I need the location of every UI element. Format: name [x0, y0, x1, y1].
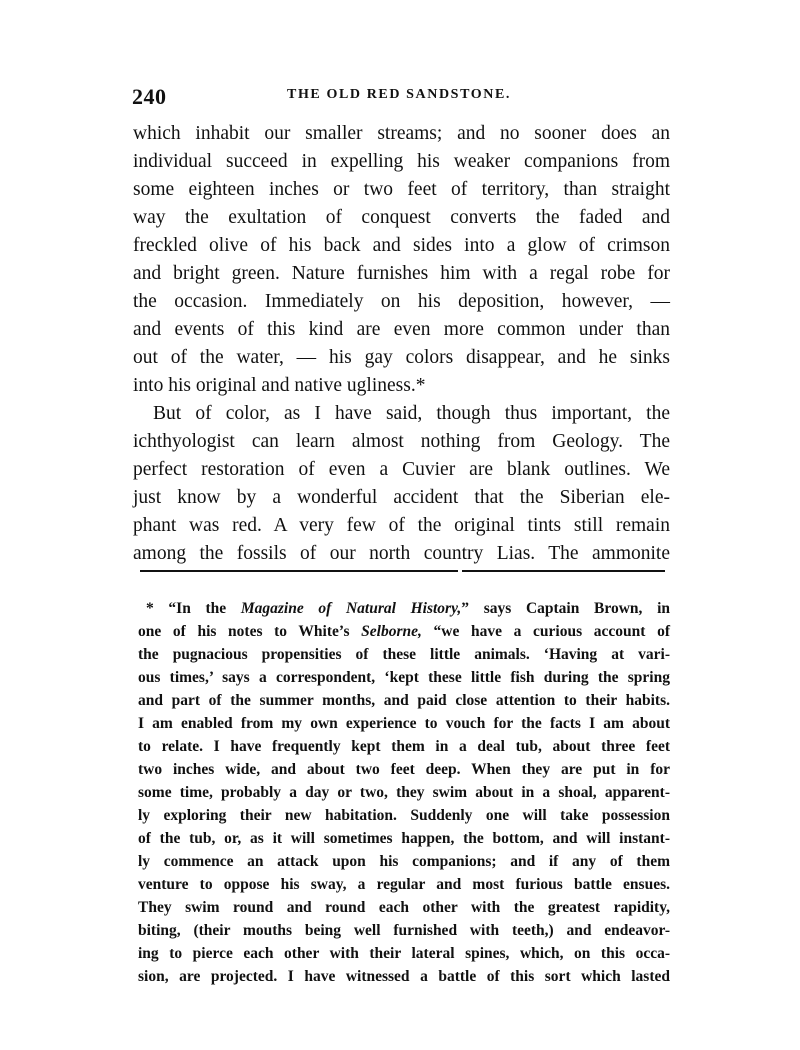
text-line: which inhabit our smaller streams; and no sooner does an [133, 123, 670, 144]
text-line: just know by a wonderful accident that the Siberian ele- [133, 487, 670, 508]
footnote-line: biting, (their mouths being well furnished with teeth,) and endeavor- [138, 922, 670, 939]
footnote-text: “we have a curious account of [421, 623, 670, 640]
text-line: out of the water, — his gay colors disappear, and he sinks [133, 347, 670, 368]
footnote-line: ous times,’ says a correspondent, ‘kept these little fish during the spring [138, 669, 670, 686]
separator-rule-left [140, 570, 458, 572]
text-line: and bright green. Nature furnishes him with a regal robe for [133, 263, 670, 284]
footnote-line: two inches wide, and about two feet deep. When they are put in for [138, 761, 670, 778]
footnote-text: one of his notes to White’s [138, 623, 362, 640]
running-title: THE OLD RED SANDSTONE. [287, 87, 511, 102]
text-line: way the exultation of conquest converts the faded and [133, 207, 670, 228]
footnote-italic-title: Selborne, [361, 623, 422, 640]
footnote-text: * “In the [146, 600, 241, 617]
text-line: and events of this kind are even more common under than [133, 319, 670, 340]
footnote-line: I am enabled from my own experience to vouch for the facts I am about [138, 715, 670, 732]
text-line: perfect restoration of even a Cuvier are blank outlines. We [133, 459, 670, 480]
footnote-italic-title: Magazine of Natural History, [240, 600, 462, 617]
footnote-text: ” says Captain Brown, in [461, 600, 670, 617]
separator-rule-right [462, 570, 665, 572]
page-header [132, 84, 672, 114]
text-line: some eighteen inches or two feet of territory, than straight [133, 179, 670, 200]
text-line: But of color, as I have said, though thus important, the [153, 403, 670, 424]
footnote-line: ing to pierce each other with their lateral spines, which, on this occa- [138, 945, 670, 962]
text-line: the occasion. Immediately on his deposition, however, — [133, 291, 670, 312]
text-line: freckled olive of his back and sides into a glow of crimson [133, 235, 670, 256]
footnote-line: some time, probably a day or two, they swim about in a shoal, apparent- [138, 784, 670, 801]
page-number: 240 [132, 84, 167, 109]
footnote-line: They swim round and round each other with the greatest rapidity, [138, 899, 670, 916]
footnote-line [138, 620, 670, 643]
footnote-separator [140, 570, 665, 574]
text-line: among the fossils of our north country Lias. The ammonite [133, 543, 670, 564]
footnote [138, 597, 670, 988]
footnote-line: the pugnacious propensities of these little animals. ‘Having at vari- [138, 646, 670, 663]
footnote-line: of the tub, or, as it will sometimes happen, the bottom, and will instant- [138, 830, 670, 847]
footnote-line: to relate. I have frequently kept them in a deal tub, about three feet [138, 738, 670, 755]
text-line: ichthyologist can learn almost nothing from Geology. The [133, 431, 670, 452]
footnote-line [138, 597, 670, 620]
footnote-line: sion, are projected. I have witnessed a battle of this sort which lasted [138, 968, 670, 985]
text-line: into his original and native ugliness.* [133, 375, 426, 396]
footnote-line: and part of the summer months, and paid close attention to their habits. [138, 692, 670, 709]
footnote-line: ly commence an attack upon his companions; and if any of them [138, 853, 670, 870]
text-line: phant was red. A very few of the original tints still remain [133, 515, 670, 536]
text-line: individual succeed in expelling his weaker companions from [133, 151, 670, 172]
main-text [133, 120, 670, 568]
footnote-line: ly exploring their new habitation. Suddenly one will take possession [138, 807, 670, 824]
footnote-line: venture to oppose his sway, a regular and most furious battle ensues. [138, 876, 670, 893]
